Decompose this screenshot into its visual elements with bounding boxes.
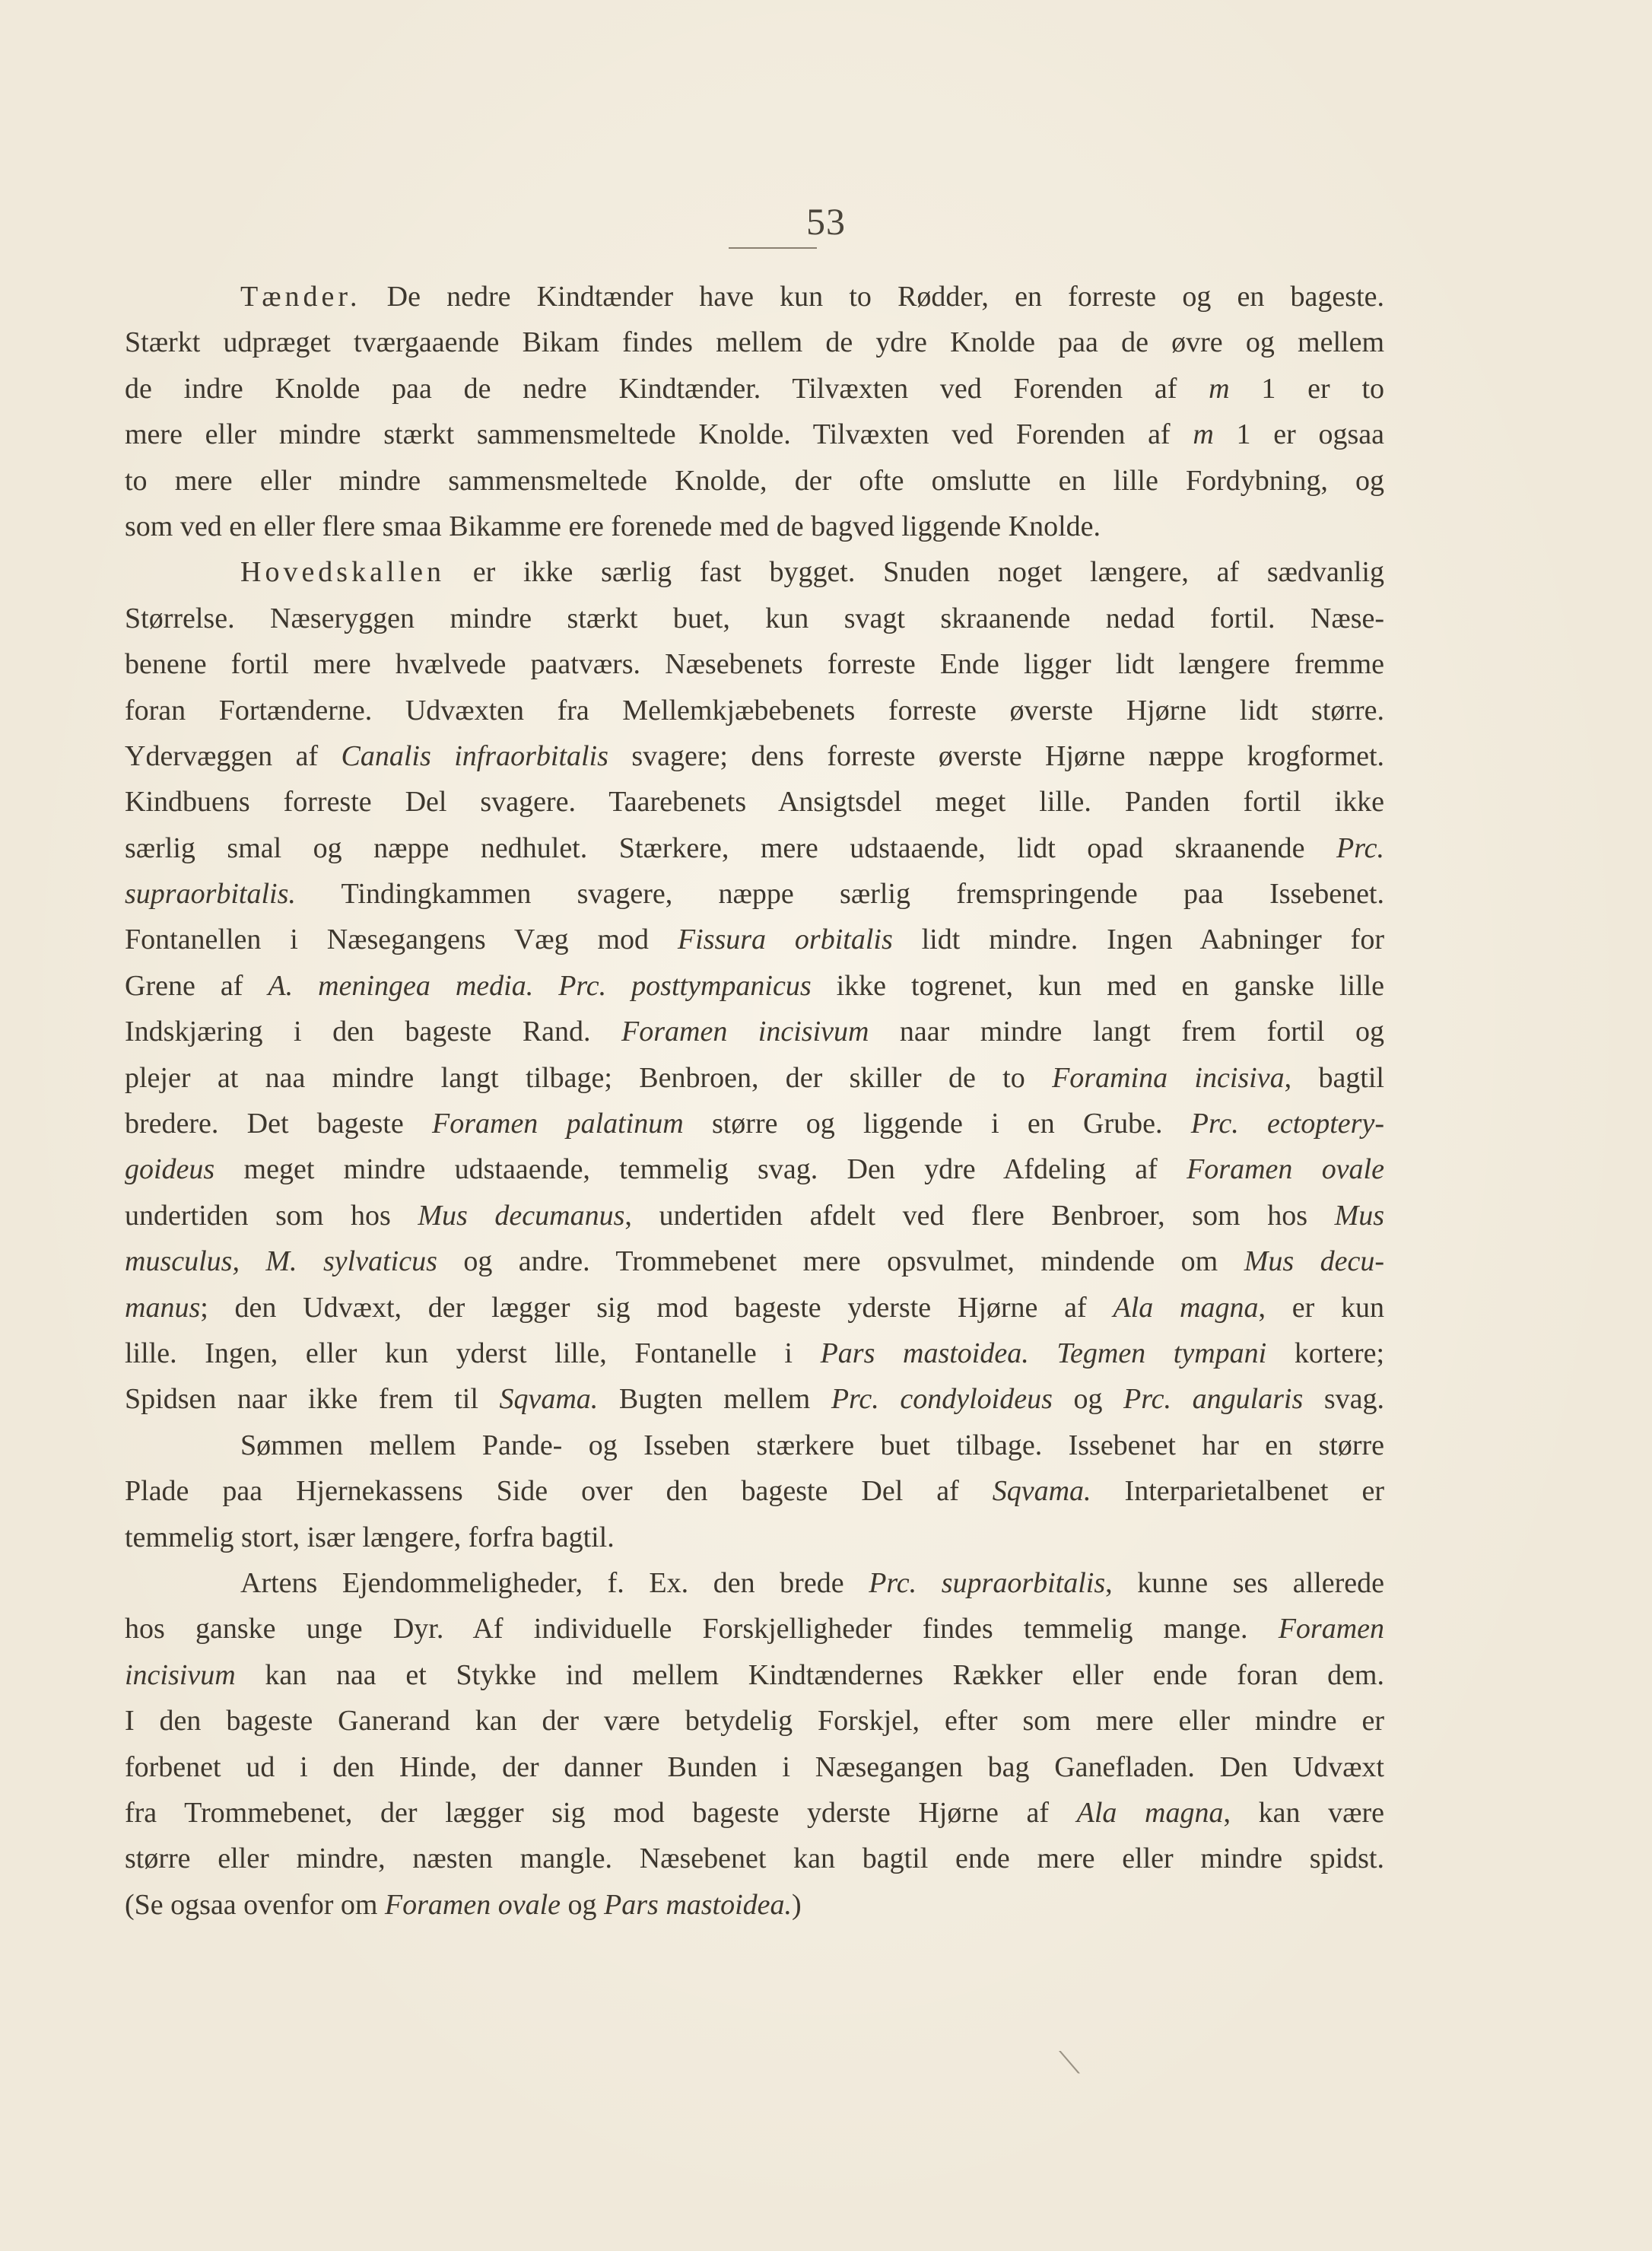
italic-term: Mus decu- — [1244, 1245, 1384, 1278]
text-run: , er kun — [1258, 1291, 1384, 1324]
text-line — [125, 1285, 1384, 1331]
stray-mark: ⟍ — [1059, 2046, 1080, 2080]
text-run: meget mindre udstaaende, temmelig svag. Den ydre Afdeling af — [214, 1153, 1187, 1186]
text-run: undertiden som hos — [125, 1199, 418, 1232]
italic-term: Prc. condyloideus — [831, 1383, 1053, 1416]
italic-term: Foramen ovale — [384, 1888, 561, 1921]
italic-term: Sqvama. — [992, 1475, 1091, 1508]
italic-term: m — [1193, 418, 1214, 451]
text-run: foran Fortænderne. Udvæxten fra Mellemkjæbebenets forreste øverste Hjørne lidt større. — [125, 694, 1384, 726]
italic-term: Pars mastoidea. — [820, 1337, 1029, 1369]
text-run: Artens Ejendommeligheder, f. Ex. den brede — [240, 1566, 869, 1599]
text-run: , undertiden afdelt ved flere Benbroer, som hos — [624, 1199, 1335, 1232]
text-line — [125, 733, 1384, 779]
text-run: Kindbuens forreste Del svagere. Taarebenets Ansigtsdel meget lille. Panden fortil ikke — [125, 786, 1384, 819]
text-line — [125, 641, 1384, 687]
text-run: Størrelse. Næseryggen mindre stærkt buet, kun svagt skraanende nedad fortil. Næse- — [125, 602, 1384, 634]
text-line — [125, 1468, 1384, 1514]
text-line — [125, 688, 1384, 733]
italic-term: Mus — [1334, 1199, 1385, 1232]
text-run: svagere; dens forreste øverste Hjørne næppe krogformet. — [608, 739, 1384, 772]
text-run: hos ganske unge Dyr. Af individuelle Forskjelligheder findes temmelig mange. — [125, 1613, 1279, 1645]
text-line — [125, 1376, 1384, 1422]
text-line — [125, 1606, 1384, 1652]
text-run: Fontanellen i Næsegangens Væg mod — [125, 924, 678, 956]
text-run: , bagtil — [1284, 1061, 1384, 1094]
text-run: ) — [792, 1888, 802, 1921]
italic-term: Canalis infraorbitalis — [341, 739, 608, 772]
italic-term: Foramen ovale — [1187, 1153, 1384, 1186]
text-line — [125, 963, 1384, 1009]
text-run: temmelig stort, især længere, forfra bagtil. — [125, 1521, 615, 1553]
text-line — [125, 1055, 1384, 1101]
text-run: , kunne ses allerede — [1105, 1566, 1385, 1599]
text-line — [125, 458, 1384, 504]
text-line — [125, 1101, 1384, 1146]
text-run: større og liggende i en Grube. — [683, 1108, 1191, 1140]
text-run: Ydervæggen af — [125, 739, 342, 772]
text-run: naar mindre langt frem fortil og — [869, 1016, 1384, 1048]
text-run: kortere; — [1266, 1337, 1385, 1369]
text-line — [125, 917, 1384, 962]
text-run: Bugten mellem — [598, 1383, 831, 1416]
text-line — [125, 1698, 1384, 1744]
text-line — [125, 1331, 1384, 1376]
spaced-heading: Tænder. — [240, 281, 361, 313]
text-run: to mere eller mindre sammensmeltede Knolde, der ofte omslutte en lille Fordybning, og — [125, 464, 1384, 497]
text-line — [125, 1238, 1384, 1284]
text-run — [533, 970, 558, 1002]
text-line — [125, 1790, 1384, 1836]
italic-term: Sqvama. — [499, 1383, 599, 1416]
text-line — [125, 549, 1384, 595]
text-run: Indskjæring i den bageste Rand. — [125, 1016, 622, 1048]
text-run: Plade paa Hjernekassens Side over den bageste Del af — [125, 1475, 993, 1508]
text-run: Grene af — [125, 969, 268, 1002]
italic-term: m — [1209, 372, 1230, 405]
text-run: forbenet ud i den Hinde, der danner Bunden i Næsegangen bag Ganefladen. Den Udvæxt — [125, 1750, 1384, 1783]
body-text — [125, 274, 1384, 1928]
italic-term: Prc. — [1336, 831, 1384, 864]
text-line — [125, 412, 1384, 457]
italic-term: Ala magna — [1113, 1291, 1259, 1324]
text-line — [125, 1146, 1384, 1192]
text-run: som ved en eller flere smaa Bikamme ere forenede med de bagved liggende Knolde. — [125, 510, 1101, 542]
text-run: og andre. Trommebenet mere opsvulmet, mindende om — [437, 1245, 1244, 1278]
italic-term: Pars mastoidea. — [604, 1888, 793, 1921]
italic-term: A. meningea media. — [268, 969, 534, 1002]
text-run: er ikke særlig fast bygget. Snuden noget længere, af sædvanlig — [444, 556, 1384, 589]
text-run: Tindingkammen svagere, næppe særlig fremspringende paa Issebenet. — [295, 878, 1384, 911]
text-run: ikke togrenet, kun med en ganske lille — [811, 969, 1384, 1002]
text-run: større eller mindre, næsten mangle. Næsebenet kan bagtil ende mere eller mindre spidst. — [125, 1842, 1384, 1875]
italic-term: Fissura orbitalis — [677, 924, 893, 956]
text-line — [125, 871, 1384, 917]
text-run: De nedre Kindtænder have kun to Rødder, en forreste og en bageste. — [361, 281, 1384, 313]
text-run: 1 er ogsaa — [1213, 418, 1384, 451]
italic-term: supraorbitalis. — [125, 878, 296, 911]
italic-term: goideus — [125, 1153, 215, 1186]
italic-term: Prc. ectoptery- — [1190, 1108, 1384, 1140]
text-run: (Se ogsaa ovenfor om — [125, 1888, 385, 1921]
text-line — [125, 825, 1384, 871]
text-run: plejer at naa mindre langt tilbage; Benbroen, der skiller de to — [125, 1061, 1053, 1094]
text-run: Spidsen naar ikke frem til — [125, 1383, 500, 1416]
text-line — [125, 1515, 1384, 1560]
page-number: 53 — [806, 200, 846, 243]
text-line — [125, 1652, 1384, 1698]
italic-term: Tegmen tympani — [1056, 1337, 1267, 1369]
italic-term: Prc. posttympanicus — [558, 969, 812, 1002]
text-run: særlig smal og næppe nedhulet. Stærkere, mere udstaaende, lidt opad skraanende — [125, 831, 1337, 864]
spaced-heading: Hovedskallen — [240, 556, 445, 589]
text-line — [125, 596, 1384, 641]
text-run: fra Trommebenet, der lægger sig mod bageste yderste Hjørne af — [125, 1796, 1077, 1829]
text-line — [125, 504, 1384, 549]
text-run: ; den Udvæxt, der lægger sig mod bageste yderste Hjørne af — [200, 1291, 1114, 1324]
text-run — [1029, 1337, 1057, 1369]
text-line — [125, 1744, 1384, 1790]
text-line — [125, 1882, 1384, 1928]
text-line — [125, 274, 1384, 320]
italic-term: manus — [125, 1291, 201, 1324]
text-run: og — [561, 1888, 605, 1921]
text-run: Sømmen mellem Pande- og Isseben stærkere buet tilbage. Issebenet har en større — [240, 1429, 1384, 1461]
italic-term: Foramen — [1278, 1613, 1384, 1645]
italic-term: incisivum — [125, 1658, 236, 1691]
text-run: Interparietalbenet er — [1091, 1475, 1384, 1508]
text-line — [125, 1193, 1384, 1238]
text-line — [125, 1836, 1384, 1881]
italic-term: Foramen incisivum — [621, 1016, 869, 1048]
text-line — [125, 366, 1384, 412]
italic-term: musculus, M. sylvaticus — [125, 1245, 437, 1278]
text-run: benene fortil mere hvælvede paatværs. Næsebenets forreste Ende ligger lidt længere fremme — [125, 648, 1384, 681]
italic-term: Foramen palatinum — [432, 1108, 684, 1140]
text-run: mere eller mindre stærkt sammensmeltede Knolde. Tilvæxten ved Forenden af — [125, 418, 1193, 451]
text-run: , kan være — [1223, 1796, 1384, 1829]
text-run: lidt mindre. Ingen Aabninger for — [892, 924, 1384, 956]
text-line — [125, 779, 1384, 825]
text-run: og — [1052, 1383, 1124, 1416]
italic-term: Prc. angularis — [1123, 1383, 1304, 1416]
page-number-rule — [729, 247, 817, 249]
text-run: 1 er to — [1229, 372, 1384, 405]
text-run: I den bageste Ganerand kan der være betydelig Forskjel, efter som mere eller mindre er — [125, 1705, 1384, 1738]
italic-term: Prc. supraorbitalis — [869, 1566, 1106, 1599]
italic-term: Foramina incisiva — [1052, 1061, 1285, 1094]
italic-term: Mus decumanus — [418, 1199, 625, 1232]
text-run: de indre Knolde paa de nedre Kindtænder. Tilvæxten ved Forenden af — [125, 372, 1209, 405]
text-line — [125, 320, 1384, 365]
text-run: bredere. Det bageste — [125, 1108, 432, 1140]
italic-term: Ala magna — [1076, 1796, 1224, 1829]
text-run: lille. Ingen, eller kun yderst lille, Fontanelle i — [125, 1337, 821, 1369]
text-line — [125, 1009, 1384, 1054]
text-line — [125, 1560, 1384, 1606]
text-run: Stærkt udpræget tværgaaende Bikam findes mellem de ydre Knolde paa de øvre og mellem — [125, 326, 1384, 359]
text-run: svag. — [1303, 1383, 1385, 1416]
text-line — [125, 1423, 1384, 1468]
text-run: kan naa et Stykke ind mellem Kindtændernes Rækker eller ende foran dem. — [235, 1658, 1384, 1691]
